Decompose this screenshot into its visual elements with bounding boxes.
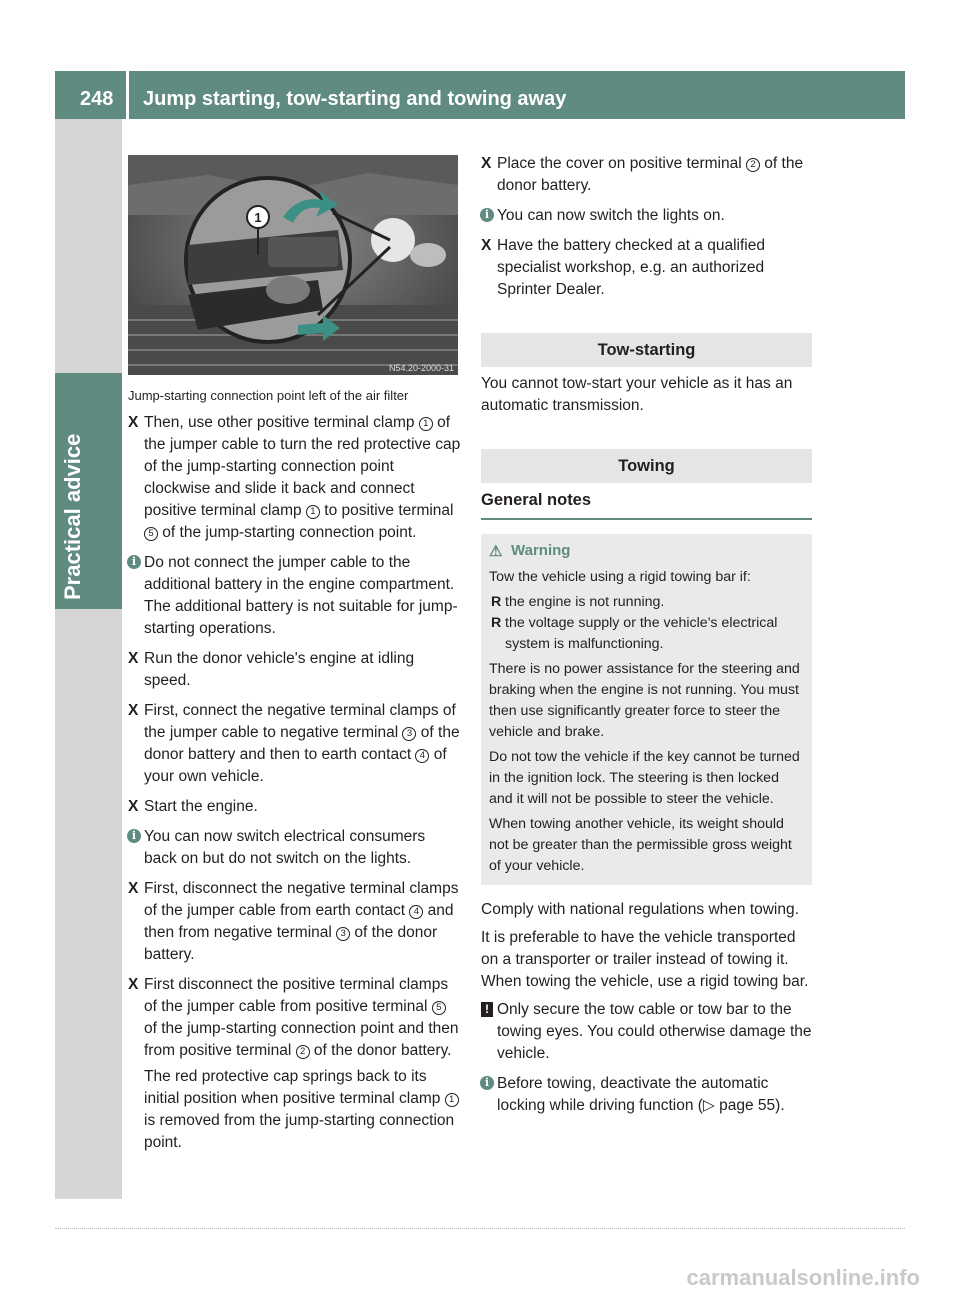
ref-number: 5: [432, 1001, 446, 1015]
header-separator: [126, 71, 129, 119]
warning-paragraph: When towing another vehicle, its weight should not be greater than the permissible gross weight of your vehicle.: [489, 816, 792, 874]
info-icon: i: [127, 555, 141, 569]
step-continuation: The red protective cap springs back to its initial position when positive terminal clamp 1 is removed from the jump-starting connection point.: [128, 1066, 462, 1154]
ref-number: 5: [144, 527, 158, 541]
ref-number: 4: [415, 749, 429, 763]
info-icon: i: [480, 208, 494, 222]
info-icon: i: [127, 829, 141, 843]
section-heading-tow-starting: Tow-starting: [481, 333, 812, 367]
bullet-icon: R: [491, 594, 502, 610]
info-note: i Do not connect the jumper cable to the additional battery in the engine compartment. The additional battery is not suitable for jump-starting operations.: [128, 552, 462, 640]
ref-number: 3: [336, 927, 350, 941]
warning-bullet: R the engine is not running.: [489, 592, 804, 613]
step-item: X Run the donor vehicle's engine at idling speed.: [128, 650, 415, 689]
info-note: i You can now switch electrical consumers back on but do not switch on the lights.: [128, 826, 462, 870]
watermark: carmanualsonline.info: [686, 1265, 920, 1290]
step-item: X First, connect the negative terminal clamps of the jumper cable to negative terminal 3 of the donor battery and then to earth contact 4 of your own vehicle.: [128, 702, 460, 785]
ref-number: 3: [402, 727, 416, 741]
ref-number: 2: [296, 1045, 310, 1059]
info-note: i Before towing, deactivate the automatic locking while driving function (▷ page 55).: [481, 1073, 812, 1117]
figure-caption: Jump-starting connection point left of the air filter: [128, 388, 409, 403]
section-label: Practical advice: [60, 433, 85, 600]
info-icon: i: [480, 1076, 494, 1090]
figure-code: N54.20-2000-31: [388, 363, 454, 373]
ref-number: 1: [306, 505, 320, 519]
callout-1: 1: [254, 210, 262, 225]
warning-title: ⚠ Warning: [489, 542, 571, 560]
info-note: i You can now switch the lights on.: [481, 205, 812, 227]
ref-number: 2: [746, 158, 760, 172]
warning-bullet: R the voltage supply or the vehicle's electrical system is malfunctioning.: [491, 615, 778, 652]
left-column: [128, 412, 462, 1162]
warning-intro: Tow the vehicle using a rigid towing bar if:: [489, 569, 751, 585]
warning-box: [481, 534, 812, 885]
step-marker: X: [481, 237, 492, 254]
step-item: X Start the engine.: [128, 796, 462, 818]
side-bar: [55, 119, 122, 1199]
step-item: X First, disconnect the negative terminal clamps of the jumper cable from earth contact 4 and then from negative terminal 3 of the donor battery.: [128, 880, 459, 963]
caution-icon: !: [481, 1002, 493, 1017]
paragraph: Comply with national regulations when towing.: [481, 901, 799, 918]
page-reference[interactable]: ▷ page 55: [702, 1097, 776, 1114]
warning-paragraph: Do not tow the vehicle if the key cannot be turned in the ignition lock. The steering is then locked and it will not be possible to steer the vehicle.: [489, 749, 800, 807]
ref-number: 1: [445, 1093, 459, 1107]
subheading-general-notes: General notes: [481, 489, 812, 520]
step-marker: X: [128, 798, 139, 815]
step-marker: X: [128, 880, 139, 897]
step-marker: X: [128, 650, 139, 667]
bottom-rule: [55, 1228, 905, 1229]
step-marker: X: [128, 414, 139, 431]
warning-triangle-icon: ⚠: [489, 543, 503, 560]
step-marker: X: [128, 702, 139, 719]
step-item: X Place the cover on positive terminal 2 of the donor battery.: [481, 155, 804, 194]
step-item: X Have the battery checked at a qualified specialist workshop, e.g. an authorized Sprinter Dealer.: [481, 237, 765, 298]
tow-start-text: You cannot tow-start your vehicle as it has an automatic transmission.: [481, 375, 793, 414]
bullet-icon: R: [491, 615, 502, 631]
ref-number: 4: [409, 905, 423, 919]
step-item: X Then, use other positive terminal clamp 1 of the jumper cable to turn the red protective cap of the jump-starting connection point clockwise and slide it back and connect positive terminal clamp 1 to positive terminal 5 of the jump-starting connection point.: [128, 414, 461, 541]
step-marker: X: [481, 155, 492, 172]
section-heading-towing: Towing: [481, 449, 812, 483]
page-number: 248: [80, 88, 114, 110]
caution-note: ! Only secure the tow cable or tow bar to the towing eyes. You could otherwise damage the vehicle.: [481, 999, 812, 1065]
page-title: Jump starting, tow-starting and towing away: [143, 88, 567, 110]
ref-number: 1: [419, 417, 433, 431]
paragraph: It is preferable to have the vehicle transported on a transporter or trailer instead of towing it. When towing the vehicle, use a rigid towing bar.: [481, 929, 809, 990]
engine-photo: [128, 155, 458, 375]
right-column: [481, 153, 812, 1125]
step-marker: X: [128, 976, 139, 993]
step-item: X First disconnect the positive terminal clamps of the jumper cable from positive terminal 5 of the jump-starting connection point and then from positive terminal 2 of the donor battery.: [128, 976, 459, 1059]
warning-paragraph: There is no power assistance for the steering and braking when the engine is not running. You must then use significantly greater force to steer the vehicle and brake.: [489, 661, 800, 740]
